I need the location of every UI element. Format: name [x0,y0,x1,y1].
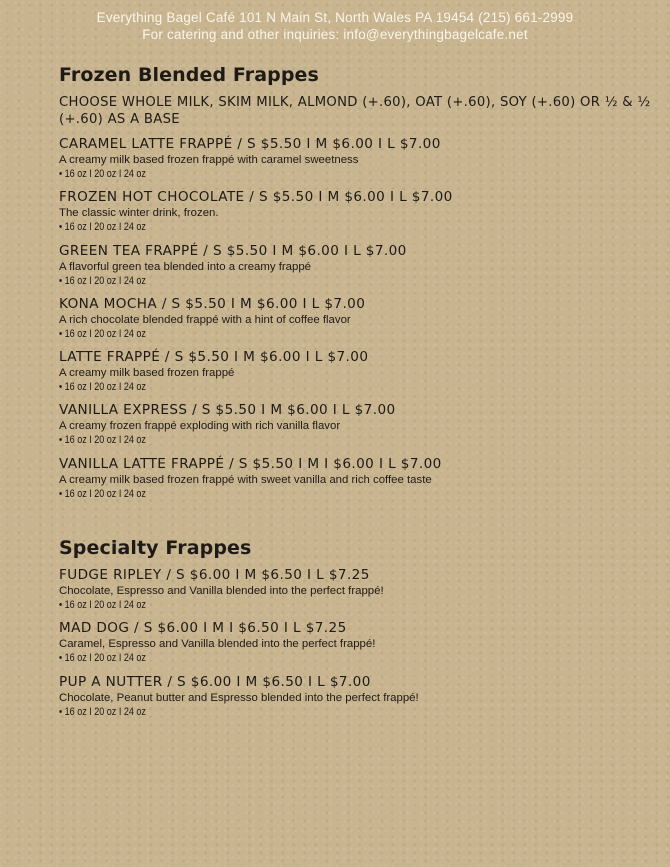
item-name: CARAMEL LATTE FRAPPÉ / S $5.50 I M $6.00 I L $7.00 [59,136,441,152]
item-sizes: • 16 oz I 20 oz I 24 oz [59,221,146,234]
section-spacer [59,507,659,535]
section-title: Specialty Frappes [59,537,252,560]
item-description: A creamy milk based frozen frappé with sweet vanilla and rich coffee taste [59,473,432,486]
menu-header [0,10,670,43]
menu-content [59,62,659,725]
menu-item-fudge-ripley [59,565,659,618]
item-sizes: • 16 oz I 20 oz I 24 oz [59,274,146,287]
item-sizes: • 16 oz I 20 oz I 24 oz [59,434,146,447]
menu-item-green-tea-frappe [59,241,659,294]
section-frozen-blended-frappes [59,62,659,507]
item-name: MAD DOG / S $6.00 I M I $6.50 I L $7.25 [59,620,347,637]
item-description: A flavorful green tea blended into a creamy frappé [59,260,312,273]
section-title: Frozen Blended Frappes [59,64,319,86]
item-sizes: • 16 oz I 20 oz I 24 oz [59,599,146,612]
base-note: CHOOSE WHOLE MILK, SKIM MILK, ALMOND (+.60), OAT (+.60), SOY (+.60) OR ½ & ½ (+.60) AS A BASE [59,95,651,127]
item-name: PUP A NUTTER / S $6.00 I M $6.50 I L $7.00 [59,673,371,690]
item-description: A rich chocolate blended frappé with a hint of coffee flavor [59,313,351,326]
item-description: A creamy milk based frozen frappé [59,367,235,380]
item-sizes: • 16 oz I 20 oz I 24 oz [59,381,146,394]
item-description: Caramel, Espresso and Vanilla blended into the perfect frappé! [59,638,376,651]
menu-item-mad-dog [59,618,659,671]
contact-line: For catering and other inquiries: info@everythingbagelcafe.net [142,26,528,42]
section-specialty-frappes [59,535,659,725]
item-name: VANILLA EXPRESS / S $5.50 I M $6.00 I L $7.00 [59,402,396,419]
item-sizes: • 16 oz I 20 oz I 24 oz [59,652,146,665]
item-sizes: • 16 oz I 20 oz I 24 oz [59,705,146,718]
menu-item-vanilla-express [59,400,659,453]
item-description: A creamy milk based frozen frappé with caramel sweetness [59,154,359,166]
item-name: GREEN TEA FRAPPÉ / S $5.50 I M $6.00 I L $7.00 [59,242,407,259]
item-description: Chocolate, Peanut butter and Espresso blended into the perfect frappé! [59,691,419,704]
item-name: KONA MOCHA / S $5.50 I M $6.00 I L $7.00 [59,295,366,312]
item-name: LATTE FRAPPÉ / S $5.50 I M $6.00 I L $7.00 [59,349,369,366]
item-name: FUDGE RIPLEY / S $6.00 I M $6.50 I L $7.25 [59,567,370,584]
item-sizes: • 16 oz I 20 oz I 24 oz [59,168,146,180]
item-name: FROZEN HOT CHOCOLATE / S $5.50 I M $6.00 I L $7.00 [59,189,453,206]
item-description: The classic winter drink, frozen. [59,207,219,220]
address-line: Everything Bagel Café 101 N Main St, North Wales PA 19454 (215) 661-2999 [96,10,574,25]
item-sizes: • 16 oz I 20 oz I 24 oz [59,487,146,500]
item-name: VANILLA LATTE FRAPPÉ / S $5.50 I M I $6.00 I L $7.00 [59,455,442,472]
menu-item-kona-mocha [59,294,659,347]
item-description: Chocolate, Espresso and Vanilla blended into the perfect frappé! [59,585,384,598]
item-description: A creamy frozen frappé exploding with rich vanilla flavor [59,420,341,433]
menu-item-caramel-latte-frappe [59,134,659,187]
menu-item-frozen-hot-chocolate [59,187,659,240]
menu-item-pup-a-nutter [59,672,659,725]
menu-item-vanilla-latte-frappe [59,454,659,507]
menu-item-latte-frappe [59,347,659,400]
item-sizes: • 16 oz I 20 oz I 24 oz [59,327,146,340]
